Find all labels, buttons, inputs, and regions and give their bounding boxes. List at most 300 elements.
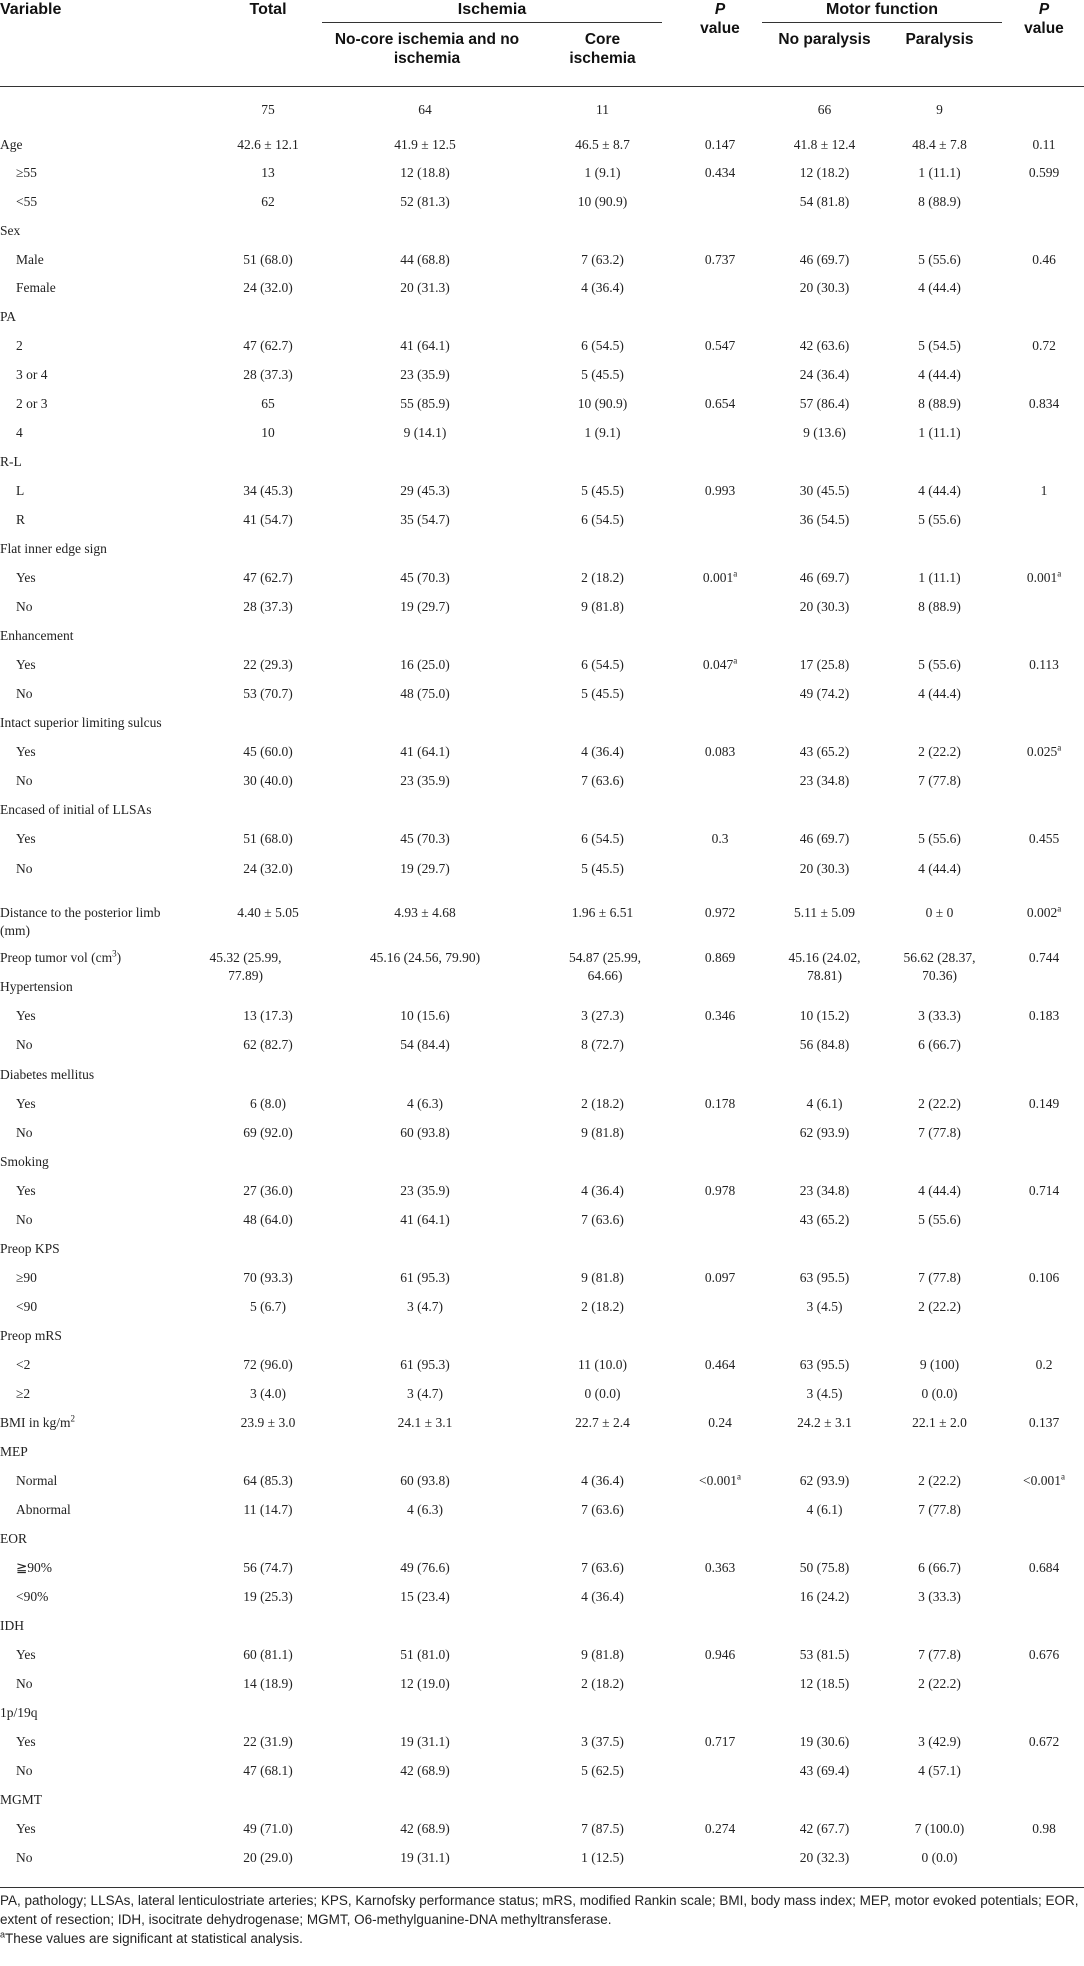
cell-p-motor bbox=[1004, 656, 1084, 673]
cell-no-paralysis bbox=[762, 656, 887, 673]
cell-p-ischemia bbox=[680, 569, 760, 586]
row-variable bbox=[16, 860, 33, 877]
cell-no-core bbox=[322, 251, 528, 268]
cell-value: 3 (4.5) bbox=[806, 1386, 843, 1401]
cell-value: 0.137 bbox=[1028, 1415, 1060, 1430]
row-variable-text: Intact superior limiting sulcus bbox=[0, 715, 162, 730]
cell-no-paralysis bbox=[762, 395, 887, 412]
cell-value: 20 (30.3) bbox=[799, 599, 850, 614]
cell-value: 17 (25.8) bbox=[799, 657, 850, 672]
cell-value: 0.11 bbox=[1032, 137, 1056, 152]
cell-value: 4 (6.3) bbox=[407, 1502, 443, 1517]
row-variable-text: Sex bbox=[0, 223, 21, 238]
cell-core bbox=[540, 164, 665, 181]
cell-core bbox=[540, 136, 665, 153]
cell-core bbox=[540, 1356, 665, 1373]
cell-value: 0.72 bbox=[1032, 338, 1056, 353]
cell-value: 22 (31.9) bbox=[243, 1734, 293, 1749]
cell-value: 51 (68.0) bbox=[243, 252, 293, 267]
cell-value: 8 (88.9) bbox=[918, 599, 961, 614]
cell-no-paralysis bbox=[762, 136, 887, 153]
cell-value: 55 (85.9) bbox=[400, 396, 450, 411]
cell-value: 0.654 bbox=[704, 396, 736, 411]
cell-core bbox=[540, 1036, 665, 1053]
cell-value: 13 bbox=[261, 165, 275, 180]
row-variable bbox=[0, 1791, 42, 1808]
row-variable bbox=[16, 1356, 30, 1373]
cell-value: 0.714 bbox=[1028, 1183, 1060, 1198]
cell-value: 64 (85.3) bbox=[243, 1473, 293, 1488]
cell-value: 57 (86.4) bbox=[799, 396, 850, 411]
cell-core bbox=[540, 511, 665, 528]
cell-p-motor bbox=[1004, 1095, 1084, 1112]
cell-core bbox=[540, 251, 665, 268]
header-p-value-motor bbox=[1004, 0, 1084, 38]
cell-value: 3 (4.7) bbox=[407, 1386, 443, 1401]
header-no-core-line1: No-core ischemia and no bbox=[334, 31, 520, 48]
row-variable-text: <2 bbox=[16, 1357, 31, 1372]
unit-close: ) bbox=[116, 950, 122, 965]
footnote-sig-text: These values are significant at statistical analysis. bbox=[5, 1931, 303, 1946]
row-variable bbox=[16, 569, 36, 586]
cell-value: 5 (55.6) bbox=[918, 657, 961, 672]
cell-core bbox=[540, 1007, 665, 1024]
cell-core bbox=[540, 1675, 665, 1692]
cell-p-ischemia bbox=[680, 949, 760, 966]
cell-value: 6 (8.0) bbox=[250, 1096, 286, 1111]
cell-value: 11 (14.7) bbox=[243, 1502, 293, 1517]
cell-value: 7 (63.2) bbox=[581, 252, 624, 267]
cell-no-core bbox=[322, 1762, 528, 1779]
cell-value: 4 (36.4) bbox=[581, 1473, 624, 1488]
row-variable bbox=[0, 1327, 62, 1344]
cell-value: 60 (81.1) bbox=[243, 1647, 293, 1662]
cell-core bbox=[540, 1501, 665, 1518]
cell-paralysis bbox=[877, 772, 1002, 789]
cell-value: 0 ± 0 bbox=[925, 905, 954, 920]
cell-no-core bbox=[322, 569, 528, 586]
cell-value: 50 (75.8) bbox=[799, 1560, 850, 1575]
row-variable-text: <90 bbox=[16, 1299, 38, 1314]
cell-no-paralysis bbox=[762, 1472, 887, 1489]
cell-no-paralysis bbox=[762, 1501, 887, 1518]
cell-paralysis bbox=[877, 279, 1002, 296]
row-variable-text: 2 bbox=[16, 338, 23, 353]
cell-paralysis bbox=[877, 136, 1002, 153]
cell-value: 30 (45.5) bbox=[799, 483, 850, 498]
cell-value: 28 (37.3) bbox=[243, 367, 293, 382]
cell-value: 2 (22.2) bbox=[918, 1096, 961, 1111]
header-variable: Variable bbox=[0, 1, 62, 18]
cell-value: 47 (62.7) bbox=[243, 338, 293, 353]
cell-p-motor bbox=[1004, 482, 1084, 499]
cell-value: 4 (44.4) bbox=[918, 1183, 961, 1198]
cell-value: 69 (92.0) bbox=[243, 1125, 293, 1140]
cell-value: 9 (13.6) bbox=[803, 425, 846, 440]
cell-no-core bbox=[322, 395, 528, 412]
cell-value: 0.672 bbox=[1028, 1734, 1060, 1749]
cell-p-ischemia bbox=[680, 656, 760, 673]
cell-value: 0.972 bbox=[704, 905, 736, 920]
cell-no-paralysis bbox=[762, 1124, 887, 1141]
cell-no-core bbox=[322, 337, 528, 354]
cell-paralysis bbox=[877, 1298, 1002, 1315]
cell-p-ischemia bbox=[680, 482, 760, 499]
count-no-paralysis: 66 bbox=[817, 102, 832, 117]
cell-p-motor bbox=[1004, 1559, 1084, 1576]
cell-p-ischemia bbox=[680, 251, 760, 268]
cell-value: 43 (69.4) bbox=[799, 1763, 850, 1778]
row-variable bbox=[0, 1704, 38, 1721]
cell-value: 0.464 bbox=[704, 1357, 736, 1372]
cell-core bbox=[540, 1414, 665, 1431]
cell-no-paralysis bbox=[762, 1036, 887, 1053]
significance-mark: a bbox=[1057, 903, 1062, 914]
cell-value: 10 (15.2) bbox=[799, 1008, 850, 1023]
cell-value: 0.737 bbox=[704, 252, 736, 267]
cell-no-paralysis bbox=[762, 424, 887, 441]
cell-value: 0.98 bbox=[1032, 1821, 1056, 1836]
cell-value: 23 (34.8) bbox=[799, 1183, 850, 1198]
cell-value: 4 (57.1) bbox=[918, 1763, 961, 1778]
cell-paralysis bbox=[877, 395, 1002, 412]
row-variable-text: No bbox=[16, 599, 33, 614]
header-p-italic: P bbox=[714, 1, 726, 18]
cell-no-core bbox=[322, 1588, 528, 1605]
cell-p-ischemia bbox=[680, 136, 760, 153]
cell-value: 43 (65.2) bbox=[799, 744, 850, 759]
cell-core bbox=[540, 1762, 665, 1779]
cell-value: 0.834 bbox=[1028, 396, 1060, 411]
cell-value: 0 (0.0) bbox=[584, 1386, 621, 1401]
cell-value: 5 (6.7) bbox=[250, 1299, 286, 1314]
cell-core bbox=[540, 279, 665, 296]
cell-core bbox=[540, 193, 665, 210]
cell-value: 56 (84.8) bbox=[799, 1037, 850, 1052]
cell-value: 46 (69.7) bbox=[799, 252, 850, 267]
cell-value: 0.097 bbox=[704, 1270, 736, 1285]
cell-value: 5 (45.5) bbox=[581, 861, 624, 876]
cell-value: 54 (81.8) bbox=[799, 194, 850, 209]
row-variable bbox=[16, 1849, 33, 1866]
row-variable-text: ≧90% bbox=[16, 1560, 53, 1575]
cell-value: 12 (18.2) bbox=[799, 165, 850, 180]
row-variable-text: Yes bbox=[16, 1821, 36, 1836]
cell-no-paralysis bbox=[762, 743, 887, 760]
cell-value: 2 (18.2) bbox=[581, 1676, 624, 1691]
cell-p-motor bbox=[1004, 1820, 1084, 1837]
cell-value: 7 (77.8) bbox=[918, 1270, 961, 1285]
row-variable-text: Yes bbox=[16, 657, 36, 672]
cell-value: 1 (12.5) bbox=[581, 1850, 624, 1865]
row-variable-text: MEP bbox=[0, 1444, 28, 1459]
row-variable-text: ≥55 bbox=[16, 165, 37, 180]
cell-no-core bbox=[322, 743, 528, 760]
cell-value: 0.178 bbox=[704, 1096, 736, 1111]
row-variable bbox=[16, 1762, 33, 1779]
cell-no-core bbox=[322, 279, 528, 296]
cell-value: 53 (70.7) bbox=[243, 686, 293, 701]
cell-paralysis bbox=[877, 1849, 1002, 1866]
cell-p-motor bbox=[1004, 830, 1084, 847]
cell-no-paralysis bbox=[762, 1211, 887, 1228]
cell-value: 5 (55.6) bbox=[918, 512, 961, 527]
row-variable bbox=[0, 978, 73, 995]
cell-p-ischemia bbox=[680, 1269, 760, 1286]
cell-value: 48 (75.0) bbox=[400, 686, 450, 701]
cell-p-motor bbox=[1004, 1356, 1084, 1373]
cell-value: 12 (18.5) bbox=[799, 1676, 850, 1691]
cell-paralysis bbox=[877, 1501, 1002, 1518]
row-variable-text: Yes bbox=[16, 1008, 36, 1023]
cell-no-core bbox=[322, 1733, 528, 1750]
cell-value: 0.46 bbox=[1032, 252, 1056, 267]
cell-value: 2 (18.2) bbox=[581, 1299, 624, 1314]
cell-value: 1 bbox=[1040, 483, 1048, 498]
cell-value: 19 (30.6) bbox=[799, 1734, 850, 1749]
cell-value: 0.147 bbox=[704, 137, 736, 152]
header-core-ischemia bbox=[540, 30, 665, 68]
row-variable-text: 1p/19q bbox=[0, 1705, 38, 1720]
cell-value: 36 (54.5) bbox=[799, 512, 850, 527]
cell-paralysis bbox=[877, 1675, 1002, 1692]
cell-core bbox=[540, 598, 665, 615]
row-variable-text: No bbox=[16, 686, 33, 701]
cell-value: 19 (31.1) bbox=[400, 1850, 450, 1865]
cell-paralysis bbox=[877, 193, 1002, 210]
row-variable-text: Male bbox=[16, 252, 44, 267]
unit-superscript: 2 bbox=[70, 1413, 76, 1424]
cell-value: 30 (40.0) bbox=[243, 773, 293, 788]
cell-value: 5 (45.5) bbox=[581, 367, 624, 382]
cell-value: 9 (14.1) bbox=[403, 425, 447, 440]
cell-value: 0.978 bbox=[704, 1183, 736, 1198]
row-variable bbox=[16, 251, 44, 268]
cell-core bbox=[540, 366, 665, 383]
cell-p-motor bbox=[1004, 743, 1084, 760]
row-variable bbox=[16, 366, 48, 383]
cell-no-paralysis bbox=[762, 251, 887, 268]
cell-p-ischemia bbox=[680, 337, 760, 354]
cell-value: 0.149 bbox=[1028, 1096, 1060, 1111]
cell-value: 20 (32.3) bbox=[799, 1850, 850, 1865]
cell-value: 0.274 bbox=[704, 1821, 736, 1836]
cell-no-paralysis bbox=[762, 1733, 887, 1750]
cell-value: 45 (70.3) bbox=[400, 831, 450, 846]
cell-value: 4 (36.4) bbox=[581, 280, 624, 295]
row-variable-text: BMI in kg/m bbox=[0, 1415, 71, 1430]
cell-value: 20 (30.3) bbox=[799, 861, 850, 876]
cell-total bbox=[193, 949, 298, 985]
row-variable bbox=[16, 1095, 36, 1112]
cell-value: 4 (36.4) bbox=[581, 744, 624, 759]
cell-value: 23 (35.9) bbox=[400, 1183, 450, 1198]
row-variable-text: R bbox=[16, 512, 26, 527]
cell-core bbox=[540, 830, 665, 847]
cell-p-motor bbox=[1004, 949, 1084, 966]
cell-value: 23 (35.9) bbox=[400, 367, 450, 382]
cell-core bbox=[540, 424, 665, 441]
cell-no-core bbox=[322, 482, 528, 499]
cell-value: 0.346 bbox=[704, 1008, 736, 1023]
significance-mark: a bbox=[1057, 742, 1062, 753]
cell-no-paralysis bbox=[762, 1269, 887, 1286]
row-variable bbox=[0, 1153, 49, 1170]
count-total: 75 bbox=[261, 102, 275, 117]
cell-value: 3 (33.3) bbox=[918, 1008, 961, 1023]
row-variable-text: EOR bbox=[0, 1531, 27, 1546]
cell-value: 72 (96.0) bbox=[243, 1357, 293, 1372]
cell-value: 0.001 bbox=[702, 570, 734, 585]
cell-paralysis bbox=[877, 1588, 1002, 1605]
cell-value: 12 (19.0) bbox=[400, 1676, 450, 1691]
cell-value: 47 (68.1) bbox=[243, 1763, 293, 1778]
cell-p-motor bbox=[1004, 395, 1084, 412]
cell-value: 63 (95.5) bbox=[799, 1357, 850, 1372]
cell-value: 5 (55.6) bbox=[918, 252, 961, 267]
row-variable-text: Preop tumor vol (cm bbox=[0, 950, 113, 965]
cell-no-core bbox=[322, 1385, 528, 1402]
cell-value: 41.8 ± 12.4 bbox=[793, 137, 856, 152]
cell-value: 56.62 (28.37, 70.36) bbox=[903, 950, 976, 983]
row-variable-text: Yes bbox=[16, 831, 36, 846]
cell-p-ischemia bbox=[680, 1646, 760, 1663]
cell-p-ischemia bbox=[680, 1472, 760, 1489]
cell-paralysis bbox=[877, 424, 1002, 441]
row-variable bbox=[16, 511, 25, 528]
cell-value: 46 (69.7) bbox=[799, 570, 850, 585]
cell-paralysis bbox=[877, 860, 1002, 877]
cell-no-core bbox=[322, 1472, 528, 1489]
cell-value: 7 (77.8) bbox=[918, 1647, 961, 1662]
cell-paralysis bbox=[877, 337, 1002, 354]
cell-paralysis bbox=[877, 1182, 1002, 1199]
cell-value: 48 (64.0) bbox=[243, 1212, 293, 1227]
row-variable bbox=[16, 1211, 33, 1228]
cell-core bbox=[540, 656, 665, 673]
row-variable-text: <90% bbox=[16, 1589, 49, 1604]
cell-value: 0.434 bbox=[704, 165, 736, 180]
cell-no-core bbox=[322, 136, 528, 153]
significance-mark: a bbox=[733, 655, 738, 666]
cell-value: 54 (84.4) bbox=[400, 1037, 450, 1052]
cell-core bbox=[540, 1095, 665, 1112]
row-variable bbox=[0, 714, 162, 731]
cell-value: 3 (4.7) bbox=[407, 1299, 443, 1314]
cell-paralysis bbox=[877, 569, 1002, 586]
cell-value: 24 (36.4) bbox=[799, 367, 850, 382]
cell-value: 1 (11.1) bbox=[918, 425, 961, 440]
cell-value: 8 (88.9) bbox=[918, 194, 961, 209]
row-variable-text: Preop KPS bbox=[0, 1241, 60, 1256]
count-paralysis: 9 bbox=[936, 102, 943, 117]
cell-core bbox=[560, 949, 650, 985]
cell-no-paralysis bbox=[762, 1356, 887, 1373]
cell-paralysis bbox=[877, 1820, 1002, 1837]
cell-p-ischemia bbox=[680, 1356, 760, 1373]
cell-value: 62 bbox=[261, 194, 275, 209]
cell-no-core bbox=[322, 511, 528, 528]
row-variable bbox=[16, 685, 33, 702]
cell-paralysis bbox=[887, 949, 992, 985]
cell-paralysis bbox=[877, 1559, 1002, 1576]
header-no-core-ischemia bbox=[322, 30, 532, 68]
significance-mark: a bbox=[733, 568, 738, 579]
cell-no-paralysis bbox=[762, 569, 887, 586]
cell-value: 4 (36.4) bbox=[581, 1589, 624, 1604]
cell-p-ischemia bbox=[680, 395, 760, 412]
cell-value: 0.363 bbox=[704, 1560, 736, 1575]
row-variable-text: Yes bbox=[16, 1183, 36, 1198]
row-variable bbox=[16, 1472, 57, 1489]
row-variable bbox=[16, 1501, 71, 1518]
cell-value: 41 (64.1) bbox=[400, 1212, 450, 1227]
footnote-abbreviations: PA, pathology; LLSAs, lateral lenticulostriate arteries; KPS, Karnofsky performance status; mRS, modified Rankin scale; BMI, body mass index; MEP, motor evoked potentials; EOR, extent of resection; IDH, isocitrate dehydrogenase; MGMT, O6-methylguanine-DNA methyltransferase. bbox=[0, 1893, 1079, 1927]
row-variable bbox=[16, 598, 33, 615]
cell-value: 3 (4.5) bbox=[806, 1299, 843, 1314]
count-core: 11 bbox=[596, 102, 609, 117]
row-variable bbox=[0, 308, 16, 325]
cell-no-paralysis bbox=[762, 279, 887, 296]
cell-p-motor bbox=[1004, 1182, 1084, 1199]
cell-value: 6 (54.5) bbox=[581, 831, 624, 846]
cell-p-motor bbox=[1004, 904, 1084, 921]
cell-no-core bbox=[322, 949, 528, 966]
cell-value: 24.2 ± 3.1 bbox=[797, 1415, 852, 1430]
cell-no-paralysis bbox=[762, 1588, 887, 1605]
footnote-sig-mark: a bbox=[0, 1929, 6, 1940]
header-no-paralysis: No paralysis bbox=[778, 31, 871, 48]
row-variable bbox=[16, 1182, 36, 1199]
row-variable-text: Smoking bbox=[0, 1154, 49, 1169]
cell-p-ischemia bbox=[680, 164, 760, 181]
cell-value: 3 (37.5) bbox=[581, 1734, 624, 1749]
row-variable bbox=[0, 1530, 27, 1547]
cell-no-paralysis bbox=[762, 1820, 887, 1837]
cell-no-core bbox=[322, 830, 528, 847]
cell-value: 45.32 (25.99, 77.89) bbox=[209, 950, 282, 983]
cell-paralysis bbox=[877, 164, 1002, 181]
cell-paralysis bbox=[877, 743, 1002, 760]
cell-value: 7 (63.6) bbox=[581, 1212, 624, 1227]
row-variable bbox=[16, 1298, 37, 1315]
cell-value: 7 (77.8) bbox=[918, 1125, 961, 1140]
cell-value: 20 (29.0) bbox=[243, 1850, 293, 1865]
row-variable-text: No bbox=[16, 1037, 33, 1052]
cell-paralysis bbox=[877, 1124, 1002, 1141]
cell-value: 20 (31.3) bbox=[400, 280, 450, 295]
cell-no-paralysis bbox=[762, 482, 887, 499]
cell-value: 4 (44.4) bbox=[918, 686, 961, 701]
cell-no-core bbox=[322, 1269, 528, 1286]
cell-value: 7 (63.6) bbox=[581, 1560, 624, 1575]
row-variable-text: No bbox=[16, 1212, 33, 1227]
cell-value: 0 (0.0) bbox=[921, 1850, 958, 1865]
cell-no-core bbox=[322, 1182, 528, 1199]
cell-value: 13 (17.3) bbox=[243, 1008, 293, 1023]
cell-value: 4 (44.4) bbox=[918, 367, 961, 382]
cell-value: 42 (68.9) bbox=[400, 1763, 450, 1778]
row-variable bbox=[16, 1646, 36, 1663]
cell-value: 4 (6.1) bbox=[806, 1502, 843, 1517]
count-no-core: 64 bbox=[418, 102, 432, 117]
cell-p-motor bbox=[1004, 136, 1084, 153]
cell-value: <0.001 bbox=[699, 1473, 737, 1488]
cell-paralysis bbox=[877, 1269, 1002, 1286]
row-variable bbox=[0, 627, 73, 644]
cell-paralysis bbox=[877, 1095, 1002, 1112]
cell-p-ischemia bbox=[680, 1559, 760, 1576]
